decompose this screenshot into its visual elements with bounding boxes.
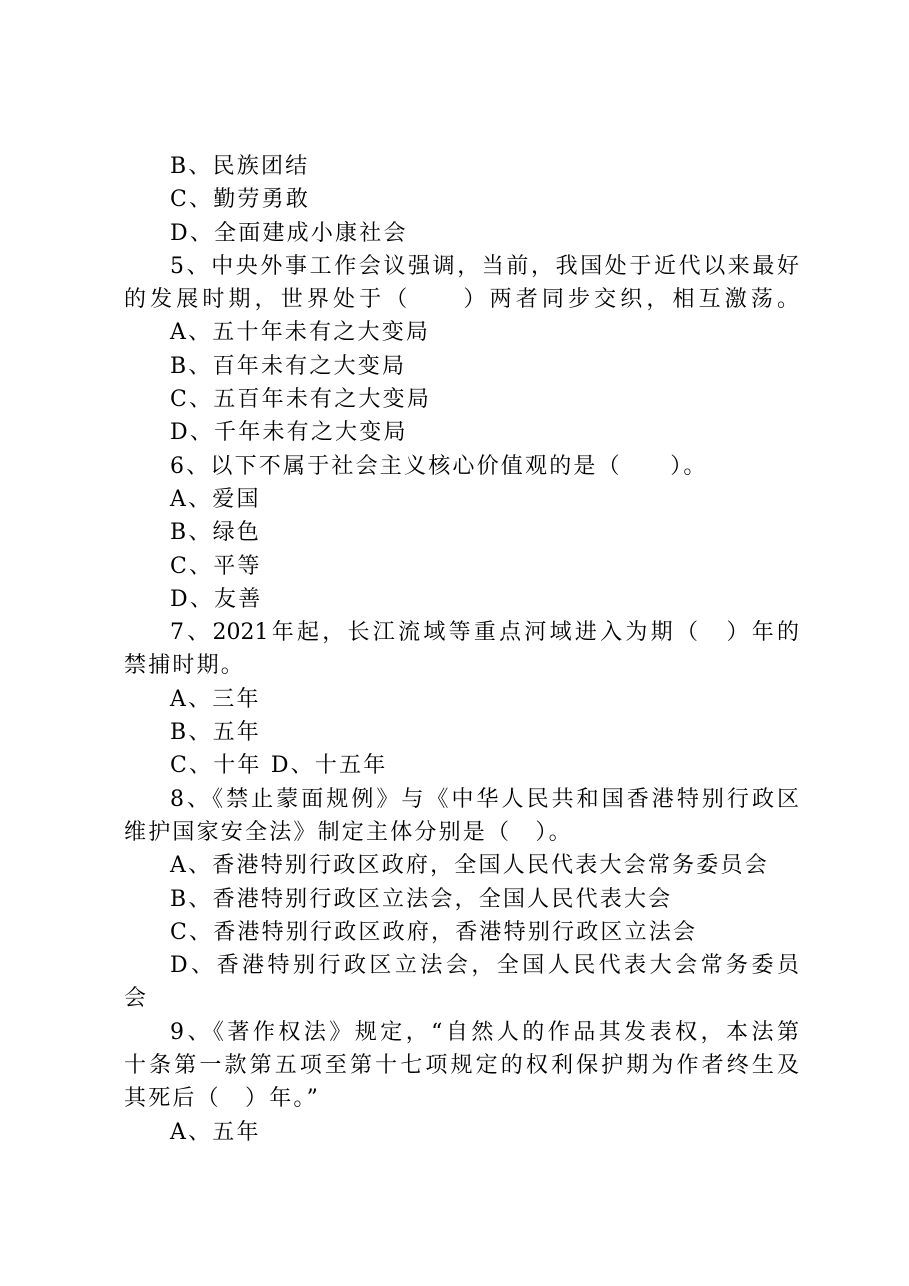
text-line: A、三年 — [170, 686, 261, 712]
text-line: B、民族团结 — [170, 154, 310, 179]
text-line: 6、以下不属于社会主义核心价值观的是（ ）。 — [170, 453, 708, 479]
text-line: A、五年 — [170, 1119, 261, 1145]
text-line: A、香港特别行政区政府，全国人民代表大会常务委员会 — [170, 853, 769, 879]
text-line: D、全面建成小康社会 — [170, 220, 408, 246]
text-line: C、十年 D、十五年 — [170, 753, 388, 779]
text-line: A、五十年未有之大变局 — [170, 320, 431, 346]
text-line: 其死后（ ）年。” — [124, 1086, 321, 1112]
text-line: 会 — [124, 986, 149, 1012]
text-line: C、平等 — [170, 553, 262, 579]
question-text-block — [124, 150, 799, 1149]
text-line: B、香港特别行政区立法会，全国人民代表大会 — [170, 886, 673, 912]
text-line: D、香港特别行政区立法会，全国人民代表大会常务委员 — [170, 953, 799, 979]
text-line: 禁捕时期。 — [124, 653, 246, 679]
text-line: A、爱国 — [170, 486, 261, 512]
text-line: 5、中央外事工作会议强调，当前，我国处于近代以来最好 — [170, 253, 799, 279]
text-line: D、千年未有之大变局 — [170, 420, 408, 446]
text-line: B、五年 — [170, 720, 261, 746]
text-line: 十条第一款第五项至第十七项规定的权利保护期为作者终生及 — [124, 1053, 799, 1079]
text-line: B、百年未有之大变局 — [170, 353, 407, 379]
text-line: C、五百年未有之大变局 — [170, 387, 432, 413]
text-line: 的发展时期，世界处于（ ）两者同步交织，相互激荡。 — [124, 287, 799, 313]
text-line: D、友善 — [170, 586, 263, 612]
text-line: 7、2021年起，长江流域等重点河域进入为期（ ）年的 — [170, 620, 799, 646]
text-line: C、勤劳勇敢 — [170, 187, 311, 213]
text-line: 9、《著作权法》规定，“自然人的作品其发表权，本法第 — [170, 1019, 799, 1045]
text-line: 8、《禁止蒙面规例》与《中华人民共和国香港特别行政区 — [170, 786, 799, 812]
text-line: B、绿色 — [170, 520, 261, 546]
text-line: 维护国家安全法》制定主体分别是（ ）。 — [124, 819, 573, 845]
text-line: C、香港特别行政区政府，香港特别行政区立法会 — [170, 919, 698, 945]
